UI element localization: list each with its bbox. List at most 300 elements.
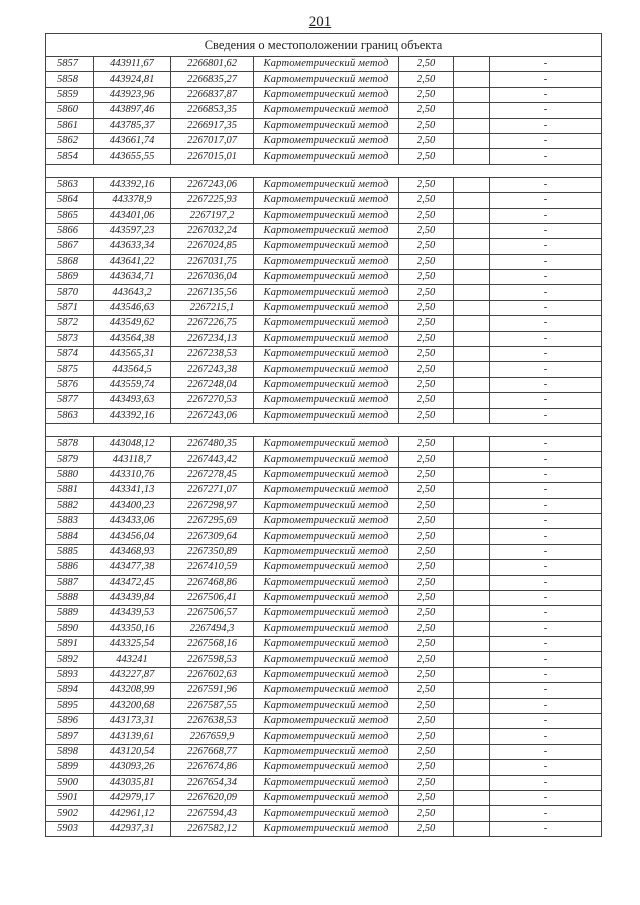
- table-row: [46, 483, 602, 498]
- x-coordinate-cell: 443392,16: [94, 408, 171, 423]
- empty-cell: [454, 729, 490, 744]
- accuracy-cell: 2,50: [399, 806, 454, 821]
- boundary-coordinates-table: [45, 33, 602, 837]
- x-coordinate-cell: 443139,61: [94, 729, 171, 744]
- empty-cell: [454, 254, 490, 269]
- method-cell: Картометрический метод: [254, 452, 399, 467]
- table-row: [46, 529, 602, 544]
- x-coordinate-cell: 443661,74: [94, 133, 171, 148]
- y-coordinate-cell: 2267243,06: [171, 177, 254, 192]
- point-number-cell: 5876: [46, 377, 94, 392]
- x-coordinate-cell: 443118,7: [94, 452, 171, 467]
- table-row: [46, 498, 602, 513]
- description-cell: -: [490, 513, 602, 528]
- x-coordinate-cell: 443549,62: [94, 316, 171, 331]
- accuracy-cell: 2,50: [399, 118, 454, 133]
- separator-cell: [46, 423, 602, 436]
- description-cell: -: [490, 316, 602, 331]
- accuracy-cell: 2,50: [399, 377, 454, 392]
- y-coordinate-cell: 2267410,59: [171, 560, 254, 575]
- method-cell: Картометрический метод: [254, 467, 399, 482]
- point-number-cell: 5891: [46, 637, 94, 652]
- empty-cell: [454, 575, 490, 590]
- empty-cell: [454, 513, 490, 528]
- description-cell: -: [490, 667, 602, 682]
- point-number-cell: 5866: [46, 223, 94, 238]
- description-cell: -: [490, 637, 602, 652]
- accuracy-cell: 2,50: [399, 193, 454, 208]
- accuracy-cell: 2,50: [399, 72, 454, 87]
- y-coordinate-cell: 2266917,35: [171, 118, 254, 133]
- accuracy-cell: 2,50: [399, 683, 454, 698]
- accuracy-cell: 2,50: [399, 744, 454, 759]
- empty-cell: [454, 560, 490, 575]
- description-cell: -: [490, 118, 602, 133]
- method-cell: Картометрический метод: [254, 254, 399, 269]
- description-cell: -: [490, 408, 602, 423]
- table-row: [46, 208, 602, 223]
- table-row: [46, 377, 602, 392]
- description-cell: -: [490, 806, 602, 821]
- point-number-cell: 5886: [46, 560, 94, 575]
- point-number-cell: 5872: [46, 316, 94, 331]
- table-row: [46, 621, 602, 636]
- table-row: [46, 285, 602, 300]
- table-row: [46, 300, 602, 315]
- accuracy-cell: 2,50: [399, 300, 454, 315]
- table-row: [46, 316, 602, 331]
- table-row: [46, 103, 602, 118]
- x-coordinate-cell: 443565,31: [94, 347, 171, 362]
- y-coordinate-cell: 2267638,53: [171, 714, 254, 729]
- method-cell: Картометрический метод: [254, 239, 399, 254]
- description-cell: -: [490, 103, 602, 118]
- x-coordinate-cell: 443439,84: [94, 590, 171, 605]
- point-number-cell: 5854: [46, 149, 94, 164]
- method-cell: Картометрический метод: [254, 103, 399, 118]
- y-coordinate-cell: 2267032,24: [171, 223, 254, 238]
- x-coordinate-cell: 443325,54: [94, 637, 171, 652]
- table-row: [46, 467, 602, 482]
- point-number-cell: 5858: [46, 72, 94, 87]
- point-number-cell: 5901: [46, 790, 94, 805]
- table-title: Сведения о местоположении границ объекта: [46, 34, 602, 57]
- point-number-cell: 5903: [46, 821, 94, 836]
- empty-cell: [454, 331, 490, 346]
- empty-cell: [454, 208, 490, 223]
- empty-cell: [454, 714, 490, 729]
- method-cell: Картометрический метод: [254, 223, 399, 238]
- accuracy-cell: 2,50: [399, 436, 454, 451]
- y-coordinate-cell: 2267587,55: [171, 698, 254, 713]
- empty-cell: [454, 133, 490, 148]
- empty-cell: [454, 683, 490, 698]
- table-row: [46, 436, 602, 451]
- method-cell: Картометрический метод: [254, 270, 399, 285]
- method-cell: Картометрический метод: [254, 331, 399, 346]
- x-coordinate-cell: 442961,12: [94, 806, 171, 821]
- y-coordinate-cell: 2267350,89: [171, 544, 254, 559]
- method-cell: Картометрический метод: [254, 87, 399, 102]
- point-number-cell: 5892: [46, 652, 94, 667]
- point-number-cell: 5859: [46, 87, 94, 102]
- description-cell: -: [490, 193, 602, 208]
- x-coordinate-cell: 443310,76: [94, 467, 171, 482]
- y-coordinate-cell: 2267480,35: [171, 436, 254, 451]
- empty-cell: [454, 652, 490, 667]
- method-cell: Картометрический метод: [254, 560, 399, 575]
- accuracy-cell: 2,50: [399, 652, 454, 667]
- y-coordinate-cell: 2267298,97: [171, 498, 254, 513]
- empty-cell: [454, 606, 490, 621]
- method-cell: Картометрический метод: [254, 208, 399, 223]
- description-cell: -: [490, 436, 602, 451]
- separator-row: [46, 164, 602, 177]
- y-coordinate-cell: 2267674,86: [171, 760, 254, 775]
- table-row: [46, 347, 602, 362]
- accuracy-cell: 2,50: [399, 362, 454, 377]
- x-coordinate-cell: 443173,31: [94, 714, 171, 729]
- method-cell: Картометрический метод: [254, 790, 399, 805]
- empty-cell: [454, 316, 490, 331]
- method-cell: Картометрический метод: [254, 118, 399, 133]
- method-cell: Картометрический метод: [254, 698, 399, 713]
- accuracy-cell: 2,50: [399, 177, 454, 192]
- table-row: [46, 87, 602, 102]
- description-cell: -: [490, 377, 602, 392]
- empty-cell: [454, 270, 490, 285]
- empty-cell: [454, 393, 490, 408]
- description-cell: -: [490, 575, 602, 590]
- method-cell: Картометрический метод: [254, 483, 399, 498]
- description-cell: -: [490, 544, 602, 559]
- method-cell: Картометрический метод: [254, 193, 399, 208]
- y-coordinate-cell: 2267248,04: [171, 377, 254, 392]
- point-number-cell: 5869: [46, 270, 94, 285]
- x-coordinate-cell: 443401,06: [94, 208, 171, 223]
- accuracy-cell: 2,50: [399, 103, 454, 118]
- table-row: [46, 790, 602, 805]
- method-cell: Картометрический метод: [254, 347, 399, 362]
- method-cell: Картометрический метод: [254, 667, 399, 682]
- description-cell: -: [490, 239, 602, 254]
- description-cell: -: [490, 72, 602, 87]
- empty-cell: [454, 483, 490, 498]
- accuracy-cell: 2,50: [399, 790, 454, 805]
- method-cell: Картометрический метод: [254, 436, 399, 451]
- empty-cell: [454, 239, 490, 254]
- point-number-cell: 5865: [46, 208, 94, 223]
- table-row: [46, 544, 602, 559]
- method-cell: Картометрический метод: [254, 621, 399, 636]
- point-number-cell: 5882: [46, 498, 94, 513]
- description-cell: -: [490, 467, 602, 482]
- x-coordinate-cell: 443911,67: [94, 57, 171, 72]
- x-coordinate-cell: 443897,46: [94, 103, 171, 118]
- point-number-cell: 5878: [46, 436, 94, 451]
- point-number-cell: 5883: [46, 513, 94, 528]
- empty-cell: [454, 698, 490, 713]
- table-row: [46, 362, 602, 377]
- table-row: [46, 698, 602, 713]
- y-coordinate-cell: 2267015,01: [171, 149, 254, 164]
- description-cell: -: [490, 452, 602, 467]
- accuracy-cell: 2,50: [399, 529, 454, 544]
- x-coordinate-cell: 443439,53: [94, 606, 171, 621]
- empty-cell: [454, 467, 490, 482]
- table-row: [46, 637, 602, 652]
- y-coordinate-cell: 2267024,85: [171, 239, 254, 254]
- method-cell: Картометрический метод: [254, 72, 399, 87]
- accuracy-cell: 2,50: [399, 239, 454, 254]
- empty-cell: [454, 103, 490, 118]
- method-cell: Картометрический метод: [254, 775, 399, 790]
- method-cell: Картометрический метод: [254, 408, 399, 423]
- y-coordinate-cell: 2267226,75: [171, 316, 254, 331]
- x-coordinate-cell: 443093,26: [94, 760, 171, 775]
- point-number-cell: 5861: [46, 118, 94, 133]
- point-number-cell: 5896: [46, 714, 94, 729]
- table-row: [46, 72, 602, 87]
- empty-cell: [454, 621, 490, 636]
- method-cell: Картометрический метод: [254, 362, 399, 377]
- method-cell: Картометрический метод: [254, 393, 399, 408]
- table-row: [46, 452, 602, 467]
- y-coordinate-cell: 2267598,53: [171, 652, 254, 667]
- description-cell: -: [490, 744, 602, 759]
- description-cell: -: [490, 208, 602, 223]
- x-coordinate-cell: 443785,37: [94, 118, 171, 133]
- x-coordinate-cell: 443546,63: [94, 300, 171, 315]
- empty-cell: [454, 408, 490, 423]
- y-coordinate-cell: 2267506,57: [171, 606, 254, 621]
- description-cell: -: [490, 714, 602, 729]
- y-coordinate-cell: 2267036,04: [171, 270, 254, 285]
- table-row: [46, 393, 602, 408]
- x-coordinate-cell: 443400,23: [94, 498, 171, 513]
- point-number-cell: 5887: [46, 575, 94, 590]
- method-cell: Картометрический метод: [254, 683, 399, 698]
- y-coordinate-cell: 2267243,06: [171, 408, 254, 423]
- y-coordinate-cell: 2267295,69: [171, 513, 254, 528]
- description-cell: -: [490, 285, 602, 300]
- y-coordinate-cell: 2267568,16: [171, 637, 254, 652]
- x-coordinate-cell: 443924,81: [94, 72, 171, 87]
- accuracy-cell: 2,50: [399, 544, 454, 559]
- empty-cell: [454, 347, 490, 362]
- point-number-cell: 5900: [46, 775, 94, 790]
- description-cell: -: [490, 560, 602, 575]
- accuracy-cell: 2,50: [399, 513, 454, 528]
- empty-cell: [454, 775, 490, 790]
- x-coordinate-cell: 442979,17: [94, 790, 171, 805]
- point-number-cell: 5889: [46, 606, 94, 621]
- empty-cell: [454, 118, 490, 133]
- empty-cell: [454, 223, 490, 238]
- empty-cell: [454, 285, 490, 300]
- table-row: [46, 821, 602, 836]
- point-number-cell: 5873: [46, 331, 94, 346]
- point-number-cell: 5885: [46, 544, 94, 559]
- point-number-cell: 5884: [46, 529, 94, 544]
- empty-cell: [454, 637, 490, 652]
- point-number-cell: 5863: [46, 408, 94, 423]
- point-number-cell: 5881: [46, 483, 94, 498]
- description-cell: -: [490, 498, 602, 513]
- accuracy-cell: 2,50: [399, 347, 454, 362]
- table-row: [46, 149, 602, 164]
- table-row: [46, 270, 602, 285]
- point-number-cell: 5857: [46, 57, 94, 72]
- x-coordinate-cell: 443456,04: [94, 529, 171, 544]
- accuracy-cell: 2,50: [399, 667, 454, 682]
- table-row: [46, 223, 602, 238]
- point-number-cell: 5895: [46, 698, 94, 713]
- y-coordinate-cell: 2267443,42: [171, 452, 254, 467]
- empty-cell: [454, 72, 490, 87]
- accuracy-cell: 2,50: [399, 57, 454, 72]
- description-cell: -: [490, 590, 602, 605]
- description-cell: -: [490, 652, 602, 667]
- y-coordinate-cell: 2267582,12: [171, 821, 254, 836]
- y-coordinate-cell: 2266835,27: [171, 72, 254, 87]
- empty-cell: [454, 760, 490, 775]
- x-coordinate-cell: 443493,63: [94, 393, 171, 408]
- description-cell: -: [490, 821, 602, 836]
- x-coordinate-cell: 443597,23: [94, 223, 171, 238]
- x-coordinate-cell: 443634,71: [94, 270, 171, 285]
- table-row: [46, 575, 602, 590]
- description-cell: -: [490, 347, 602, 362]
- point-number-cell: 5898: [46, 744, 94, 759]
- point-number-cell: 5871: [46, 300, 94, 315]
- accuracy-cell: 2,50: [399, 331, 454, 346]
- table-row: [46, 57, 602, 72]
- method-cell: Картометрический метод: [254, 806, 399, 821]
- separator-cell: [46, 164, 602, 177]
- description-cell: -: [490, 223, 602, 238]
- accuracy-cell: 2,50: [399, 590, 454, 605]
- accuracy-cell: 2,50: [399, 483, 454, 498]
- method-cell: Картометрический метод: [254, 529, 399, 544]
- x-coordinate-cell: 443633,34: [94, 239, 171, 254]
- description-cell: -: [490, 87, 602, 102]
- description-cell: -: [490, 149, 602, 164]
- point-number-cell: 5902: [46, 806, 94, 821]
- accuracy-cell: 2,50: [399, 270, 454, 285]
- x-coordinate-cell: 443378,9: [94, 193, 171, 208]
- x-coordinate-cell: 443923,96: [94, 87, 171, 102]
- y-coordinate-cell: 2267309,64: [171, 529, 254, 544]
- method-cell: Картометрический метод: [254, 133, 399, 148]
- empty-cell: [454, 300, 490, 315]
- table-row: [46, 560, 602, 575]
- table-row: [46, 408, 602, 423]
- accuracy-cell: 2,50: [399, 560, 454, 575]
- x-coordinate-cell: 443048,12: [94, 436, 171, 451]
- table-row: [46, 652, 602, 667]
- x-coordinate-cell: 443477,38: [94, 560, 171, 575]
- y-coordinate-cell: 2266853,35: [171, 103, 254, 118]
- table-row: [46, 760, 602, 775]
- table-row: [46, 729, 602, 744]
- description-cell: -: [490, 177, 602, 192]
- table-row: [46, 118, 602, 133]
- x-coordinate-cell: 443564,38: [94, 331, 171, 346]
- method-cell: Картометрический метод: [254, 729, 399, 744]
- method-cell: Картометрический метод: [254, 177, 399, 192]
- accuracy-cell: 2,50: [399, 393, 454, 408]
- table-row: [46, 667, 602, 682]
- empty-cell: [454, 544, 490, 559]
- table-row: [46, 714, 602, 729]
- accuracy-cell: 2,50: [399, 467, 454, 482]
- y-coordinate-cell: 2267271,07: [171, 483, 254, 498]
- accuracy-cell: 2,50: [399, 285, 454, 300]
- x-coordinate-cell: 443350,16: [94, 621, 171, 636]
- table-row: [46, 133, 602, 148]
- table-row: [46, 331, 602, 346]
- table-row: [46, 606, 602, 621]
- empty-cell: [454, 193, 490, 208]
- description-cell: -: [490, 300, 602, 315]
- y-coordinate-cell: 2267620,09: [171, 790, 254, 805]
- point-number-cell: 5877: [46, 393, 94, 408]
- accuracy-cell: 2,50: [399, 254, 454, 269]
- point-number-cell: 5874: [46, 347, 94, 362]
- accuracy-cell: 2,50: [399, 452, 454, 467]
- point-number-cell: 5860: [46, 103, 94, 118]
- point-number-cell: 5899: [46, 760, 94, 775]
- x-coordinate-cell: 443241: [94, 652, 171, 667]
- y-coordinate-cell: 2267197,2: [171, 208, 254, 223]
- method-cell: Картометрический метод: [254, 377, 399, 392]
- description-cell: -: [490, 362, 602, 377]
- method-cell: Картометрический метод: [254, 760, 399, 775]
- description-cell: -: [490, 393, 602, 408]
- accuracy-cell: 2,50: [399, 821, 454, 836]
- description-cell: -: [490, 57, 602, 72]
- accuracy-cell: 2,50: [399, 316, 454, 331]
- description-cell: -: [490, 331, 602, 346]
- table-row: [46, 254, 602, 269]
- accuracy-cell: 2,50: [399, 149, 454, 164]
- point-number-cell: 5862: [46, 133, 94, 148]
- point-number-cell: 5897: [46, 729, 94, 744]
- description-cell: -: [490, 698, 602, 713]
- point-number-cell: 5879: [46, 452, 94, 467]
- empty-cell: [454, 452, 490, 467]
- empty-cell: [454, 498, 490, 513]
- table-row: [46, 193, 602, 208]
- accuracy-cell: 2,50: [399, 714, 454, 729]
- point-number-cell: 5894: [46, 683, 94, 698]
- description-cell: -: [490, 270, 602, 285]
- description-cell: -: [490, 606, 602, 621]
- separator-row: [46, 423, 602, 436]
- table-row: [46, 513, 602, 528]
- method-cell: Картометрический метод: [254, 300, 399, 315]
- accuracy-cell: 2,50: [399, 575, 454, 590]
- y-coordinate-cell: 2267215,1: [171, 300, 254, 315]
- accuracy-cell: 2,50: [399, 775, 454, 790]
- point-number-cell: 5864: [46, 193, 94, 208]
- table-row: [46, 775, 602, 790]
- y-coordinate-cell: 2267668,77: [171, 744, 254, 759]
- accuracy-cell: 2,50: [399, 133, 454, 148]
- y-coordinate-cell: 2267031,75: [171, 254, 254, 269]
- y-coordinate-cell: 2267602,63: [171, 667, 254, 682]
